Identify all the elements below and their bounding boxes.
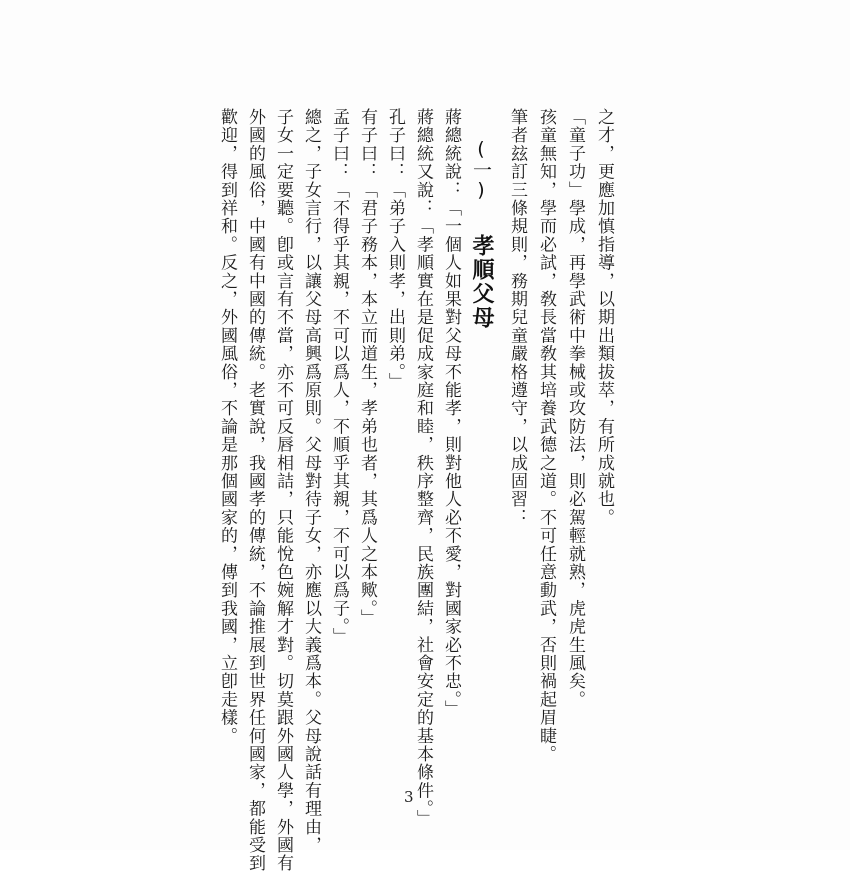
text-column-12: 子女一定要聽。卽或言有不當，亦不可反唇相詰，只能悅色婉解才對。切莫跟外國人學，外國有 <box>273 108 293 872</box>
text-column-2: 「童子功」學成，再學武術中拳械或攻防法，則必駕輕就熟，虎虎生風矣。 <box>565 108 585 709</box>
text-column-8: 孔子曰：「弟子入則孝，出則弟。」 <box>385 108 405 391</box>
text-column-3: 孩童無知，學而必試，敎長當敎其培養武德之道。不可任意動武，否則禍起眉睫。 <box>536 108 556 764</box>
text-column-9: 有子曰：「君子務本，本立而道生，孝弟也者，其爲人之本歟。」 <box>357 108 377 628</box>
text-column-10: 孟子曰：「不得乎其親，不可以爲人，不順乎其親，不可以爲子。」 <box>329 108 349 646</box>
section-title: 孝順父母 <box>469 234 494 330</box>
text-column-11: 總之，子女言行，以讓父母高興爲原則。父母對待子女，亦應以大義爲本。父母說話有理由， <box>301 108 321 855</box>
section-number: (一) <box>470 138 492 201</box>
section-heading <box>466 138 497 330</box>
text-column-4: 筆者玆訂三條規則，務期兒童嚴格遵守，以成固習： <box>507 108 527 527</box>
text-column-1: 之才，更應加慎指導，以期出類拔萃，有所成就也。 <box>594 108 614 527</box>
page-number: 3 <box>404 788 414 806</box>
text-column-14: 歡迎，得到祥和。反之，外國風俗，不論是那個國家的，傳到我國，立卽走樣。 <box>217 108 237 745</box>
text-column-13: 外國的風俗，中國有中國的傳統。老實說，我國孝的傳統，不論推展到世界任何國家，都能受到 <box>245 108 265 872</box>
text-column-7: 蔣總統又說：「孝順實在是促成家庭和睦，秩序整齊，民族團結，社會安定的基本條件。」 <box>413 108 433 828</box>
text-column-6: 蔣總統說：「一個人如果對父母不能孝，則對他人必不愛，對國家必不忠。」 <box>441 108 461 719</box>
